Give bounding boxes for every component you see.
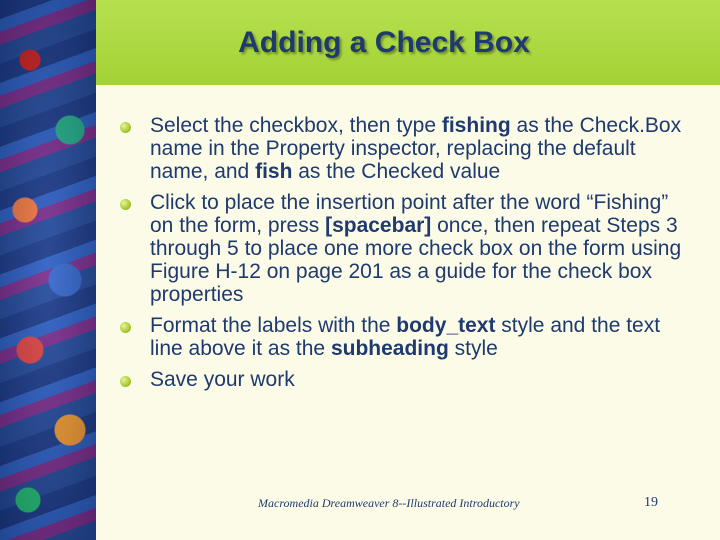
- bullet-item: [118, 314, 688, 360]
- bullet-text: Save your work: [150, 368, 295, 391]
- bullet-text: Format the labels with the: [150, 314, 397, 337]
- bold-term: fishing: [441, 114, 511, 137]
- page-number: 19: [644, 495, 658, 510]
- bullet-text: as the Check.Box name in the Property inspector, replacing the default name, and: [150, 114, 682, 183]
- bold-term: [spacebar]: [325, 214, 432, 237]
- bullet-dot-icon: [120, 376, 131, 387]
- bullet-text: style: [448, 337, 498, 360]
- bullet-text: Click to place the insertion point after the word “Fishing” on the form, press: [150, 191, 669, 237]
- bold-term: body_text: [396, 314, 496, 337]
- bullet-dot-icon: [120, 322, 131, 333]
- bullet-text: style and the text line above it as the: [150, 314, 661, 360]
- bullet-list: [118, 114, 688, 399]
- bold-term: subheading: [330, 337, 449, 360]
- footer-text: Macromedia Dreamweaver 8--Illustrated Introductory: [258, 496, 520, 510]
- bullet-text: as the Checked value: [292, 160, 501, 183]
- decorative-art-strip: [0, 0, 96, 540]
- bullet-text: once, then repeat Steps 3 through 5 to place one more check box on the form using Figure H-12 on page 201 as a guide for the check box properties: [150, 214, 682, 306]
- bullet-dot-icon: [120, 199, 131, 210]
- bold-term: fish: [255, 160, 293, 183]
- bullet-item: [118, 191, 688, 306]
- bullet-item: [118, 368, 688, 391]
- slide-title: Adding a Check Box: [238, 26, 530, 59]
- bullet-text: Select the checkbox, then type: [150, 114, 442, 137]
- bullet-dot-icon: [120, 122, 131, 133]
- bullet-item: [118, 114, 688, 183]
